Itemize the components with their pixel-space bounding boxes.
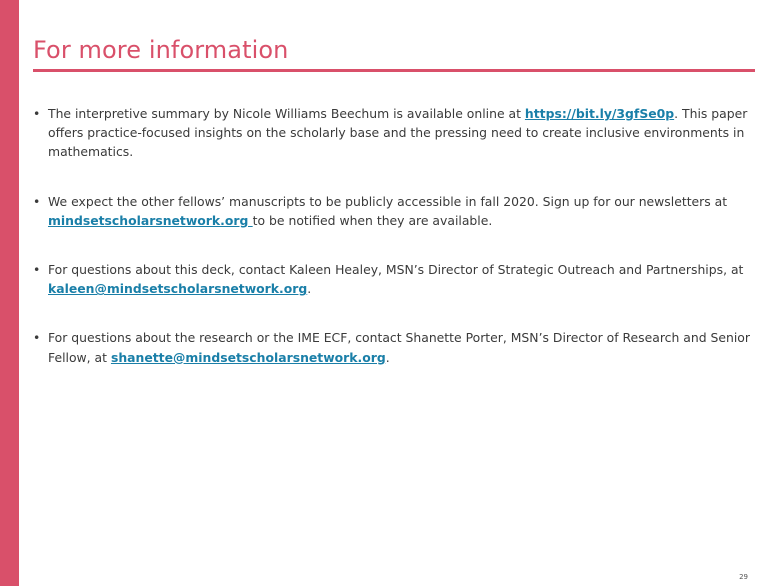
list-item <box>33 192 753 230</box>
bullet-text: . <box>307 281 312 297</box>
bullet-icon: • <box>33 106 41 121</box>
bullet-icon: • <box>33 193 41 209</box>
list-item <box>33 260 753 298</box>
kaleen-email-link[interactable]: kaleen@mindsetscholarsnetwork.org <box>48 281 308 297</box>
page-title: For more information <box>33 36 289 64</box>
summary-link[interactable]: https://bit.ly/3gfSe0p <box>524 106 675 121</box>
list-item <box>33 104 753 162</box>
bullet-text: to be notified when they are available. <box>252 212 493 228</box>
shanette-email-link[interactable]: shanette@mindsetscholarsnetwork.org <box>110 349 386 365</box>
newsletter-link[interactable]: mindsetscholarsnetwork.org <box>48 212 253 228</box>
page-number: 29 <box>739 573 748 581</box>
bullet-text: For questions about the research or the IME ECF, contact Shanette Porter, MSN’s Director of Research and Senior Fellow, at <box>48 330 750 365</box>
list-item <box>33 328 753 366</box>
accent-side-bar <box>0 0 19 586</box>
bullet-icon: • <box>33 262 41 278</box>
bullet-text: We expect the other fellows’ manuscripts to be publicly accessible in fall 2020. Sign up for our newsletters at <box>48 193 728 209</box>
bullet-text: . This paper offers practice-focused insights on the scholarly base and the pressing need to create inclusive environments in mathematics. <box>48 106 748 160</box>
bullet-text: For questions about this deck, contact Kaleen Healey, MSN’s Director of Strategic Outreach and Partnerships, at <box>48 262 744 278</box>
info-bullet-list <box>33 104 753 397</box>
bullet-text: The interpretive summary by Nicole Williams Beechum is available online at <box>48 106 525 121</box>
bullet-icon: • <box>33 330 41 346</box>
title-divider <box>33 69 755 72</box>
bullet-text: . <box>385 349 390 365</box>
